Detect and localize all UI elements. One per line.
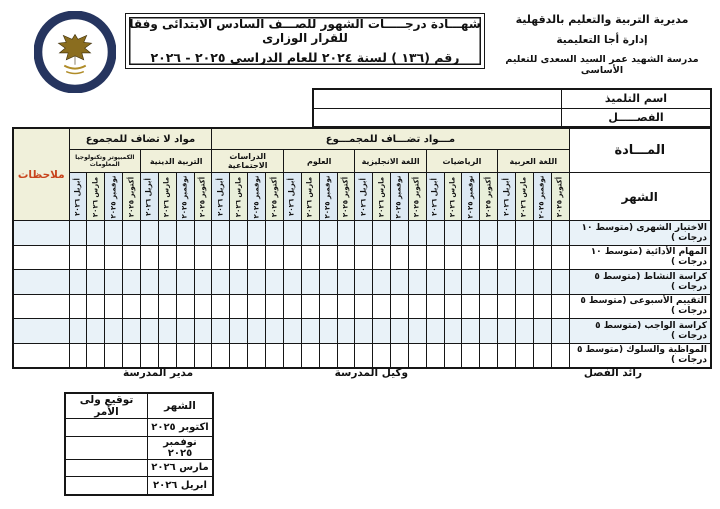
grade-cell xyxy=(373,245,391,270)
grade-cell xyxy=(212,270,230,295)
grade-cell xyxy=(515,343,533,368)
grade-cell xyxy=(140,221,158,246)
month-label: مارس ٢٠٢٦ xyxy=(448,176,457,217)
grade-cell xyxy=(230,221,248,246)
grade-cell xyxy=(140,319,158,344)
class-leader-signature-label: رائد الفصل xyxy=(583,367,642,379)
month-cell xyxy=(212,173,230,221)
month-label: أبريل ٢٠٢٦ xyxy=(216,177,225,216)
grade-cell xyxy=(212,221,230,246)
grade-cell xyxy=(373,221,391,246)
principal-signature-label: مدير المدرسة xyxy=(123,367,194,379)
grade-cell xyxy=(426,245,444,270)
grade-cell xyxy=(480,294,498,319)
grade-cell xyxy=(391,245,409,270)
month-cell xyxy=(480,173,498,221)
grade-row-label: الاختبار الشهرى (متوسط ١٠ درجات ) xyxy=(569,221,711,246)
month-cell xyxy=(87,173,105,221)
student-name-label: اسم التلميذ xyxy=(562,89,712,108)
month-cell xyxy=(140,173,158,221)
grade-cell xyxy=(301,343,319,368)
grade-cell xyxy=(248,221,266,246)
grade-cell xyxy=(158,319,176,344)
grade-cell xyxy=(355,294,373,319)
grade-cell xyxy=(87,294,105,319)
grade-cell xyxy=(337,245,355,270)
added-subjects-group-header: مـــواد تضـــاف للمجمـــوع xyxy=(212,128,569,150)
grade-cell xyxy=(123,245,141,270)
parent-signature-cell xyxy=(65,477,148,495)
grade-cell xyxy=(123,294,141,319)
grade-cell xyxy=(123,343,141,368)
grade-row-5 xyxy=(13,343,711,368)
grade-cell xyxy=(426,294,444,319)
month-cell xyxy=(444,173,462,221)
month-cell xyxy=(373,173,391,221)
parent-month-cell: نوفمبر ٢٠٢٥ xyxy=(148,436,214,459)
subject-header-1: الرياضيات xyxy=(426,150,497,173)
parent-month-cell: مارس ٢٠٢٦ xyxy=(148,459,214,477)
grade-cell xyxy=(533,294,551,319)
grade-cell xyxy=(176,319,194,344)
grade-cell xyxy=(426,319,444,344)
grade-cell xyxy=(69,221,87,246)
month-label: نوفمبر ٢٠٢٥ xyxy=(180,174,189,219)
grade-cell xyxy=(391,343,409,368)
grade-cell xyxy=(266,343,284,368)
subject-header-5: التربية الدينية xyxy=(140,150,211,173)
month-cell xyxy=(391,173,409,221)
month-label: أبريل ٢٠٢٦ xyxy=(502,177,511,216)
grade-cell xyxy=(373,343,391,368)
grade-cell xyxy=(444,270,462,295)
parent-month-row xyxy=(65,459,213,477)
grade-cell xyxy=(462,319,480,344)
month-cell xyxy=(266,173,284,221)
grade-cell xyxy=(408,294,426,319)
certificate-title-box xyxy=(125,13,485,69)
grade-row-1 xyxy=(13,245,711,270)
grade-cell xyxy=(301,270,319,295)
grade-cell xyxy=(194,221,212,246)
grade-row-label: كراسة الواجب (متوسط ٥ درجات ) xyxy=(569,319,711,344)
grade-cell xyxy=(266,294,284,319)
month-label: نوفمبر ٢٠٢٥ xyxy=(394,174,403,219)
student-name-row xyxy=(313,89,711,108)
grade-cell xyxy=(551,319,569,344)
month-cell xyxy=(194,173,212,221)
subject-header-0: اللغة العربية xyxy=(498,150,569,173)
month-cell xyxy=(515,173,533,221)
grade-cell xyxy=(230,294,248,319)
grade-cell xyxy=(551,294,569,319)
grade-cell xyxy=(105,343,123,368)
grade-cell xyxy=(13,221,69,246)
month-label: أبريل ٢٠٢٦ xyxy=(287,177,296,216)
grade-cell xyxy=(140,343,158,368)
month-cell xyxy=(355,173,373,221)
grade-cell xyxy=(158,294,176,319)
grade-row-0 xyxy=(13,221,711,246)
class-label: الفصـــــل xyxy=(562,108,712,127)
grade-cell xyxy=(212,319,230,344)
grade-cell xyxy=(69,294,87,319)
grade-cell xyxy=(480,270,498,295)
grade-cell xyxy=(426,343,444,368)
grade-row-4 xyxy=(13,319,711,344)
grade-cell xyxy=(248,319,266,344)
grade-cell xyxy=(69,270,87,295)
grade-cell xyxy=(426,221,444,246)
grade-cell xyxy=(69,343,87,368)
grade-cell xyxy=(212,294,230,319)
month-label: مارس ٢٠٢٦ xyxy=(305,176,314,217)
parent-signature-table xyxy=(64,392,214,496)
ministry-header-block xyxy=(488,13,716,76)
grade-cell xyxy=(551,245,569,270)
month-cell xyxy=(498,173,516,221)
grade-cell xyxy=(480,221,498,246)
grade-cell xyxy=(515,221,533,246)
grade-cell xyxy=(105,221,123,246)
grade-cell xyxy=(408,343,426,368)
grade-cell xyxy=(337,221,355,246)
certificate-title-line1: شهـــادة درجـــــات الشهور للصـــف السادس الابتدائى وفقا للقرار الوزارى xyxy=(129,17,481,45)
grade-cell xyxy=(140,294,158,319)
grade-cell xyxy=(355,270,373,295)
student-name-value xyxy=(313,89,562,108)
grade-cell xyxy=(105,294,123,319)
grade-cell xyxy=(266,221,284,246)
grade-cell xyxy=(87,245,105,270)
student-info-table xyxy=(312,88,712,128)
month-label: أكتوبر ٢٠٢٥ xyxy=(127,176,136,217)
notes-column-header: ملاحظات xyxy=(13,128,69,221)
grade-cell xyxy=(194,270,212,295)
grade-cell xyxy=(355,343,373,368)
month-label: أكتوبر ٢٠٢٥ xyxy=(484,176,493,217)
grade-cell xyxy=(480,343,498,368)
month-cell xyxy=(462,173,480,221)
parent-signature-cell xyxy=(65,419,148,437)
grade-cell xyxy=(373,270,391,295)
grade-cell xyxy=(319,319,337,344)
grade-cell xyxy=(319,245,337,270)
grade-cell xyxy=(301,245,319,270)
grade-cell xyxy=(13,270,69,295)
directorate-name: مديرية التربية والتعليم بالدقهلية xyxy=(515,13,689,26)
grade-cell xyxy=(69,319,87,344)
month-cell xyxy=(230,173,248,221)
grade-cell xyxy=(373,319,391,344)
parent-month-row xyxy=(65,419,213,437)
grade-cell xyxy=(230,245,248,270)
grade-cell xyxy=(408,319,426,344)
grade-cell xyxy=(498,270,516,295)
grade-cell xyxy=(551,343,569,368)
grade-cell xyxy=(13,294,69,319)
grade-cell xyxy=(212,343,230,368)
grade-table xyxy=(12,127,712,369)
grade-cell xyxy=(266,270,284,295)
grade-cell xyxy=(373,294,391,319)
grade-cell xyxy=(408,245,426,270)
grade-cell xyxy=(230,270,248,295)
grade-cell xyxy=(462,343,480,368)
grade-cell xyxy=(176,245,194,270)
class-value xyxy=(313,108,562,127)
grade-cell xyxy=(391,221,409,246)
grade-cell xyxy=(87,270,105,295)
grade-cell xyxy=(230,343,248,368)
grade-cell xyxy=(13,319,69,344)
grade-cell xyxy=(266,319,284,344)
month-label: نوفمبر ٢٠٢٥ xyxy=(537,174,546,219)
month-label: نوفمبر ٢٠٢٥ xyxy=(109,174,118,219)
grade-cell xyxy=(176,270,194,295)
grade-cell xyxy=(194,294,212,319)
month-label: أكتوبر ٢٠٢٥ xyxy=(198,176,207,217)
grade-cell xyxy=(533,319,551,344)
subject-header-3: العلوم xyxy=(284,150,355,173)
grade-cell xyxy=(462,221,480,246)
grade-cell xyxy=(284,319,302,344)
month-label: مارس ٢٠٢٦ xyxy=(162,176,171,217)
month-label: أكتوبر ٢٠٢٥ xyxy=(555,176,564,217)
subject-header-6: الكمبيوتر وتكنولوجيا المعلومات xyxy=(69,150,140,173)
parent-table-body xyxy=(65,419,213,495)
grade-cell xyxy=(123,221,141,246)
grade-cell xyxy=(498,343,516,368)
ministry-seal-logo xyxy=(34,11,116,93)
month-label: أبريل ٢٠٢٦ xyxy=(73,177,82,216)
administration-name: إدارة أجا التعليمية xyxy=(556,34,648,46)
grade-cell xyxy=(515,245,533,270)
parent-month-row xyxy=(65,477,213,495)
grade-cell xyxy=(515,270,533,295)
grade-cell xyxy=(176,221,194,246)
grade-cell xyxy=(355,319,373,344)
grade-row-label: المواظبة والسلوك (متوسط ٥ درجات ) xyxy=(569,343,711,368)
seal-ring-text xyxy=(34,11,37,13)
subject-column-header: المـــادة xyxy=(569,128,711,173)
grade-cell xyxy=(355,245,373,270)
grade-cell xyxy=(284,343,302,368)
grade-cell xyxy=(498,245,516,270)
grade-cell xyxy=(105,245,123,270)
month-cell xyxy=(158,173,176,221)
month-cell xyxy=(248,173,266,221)
grade-cell xyxy=(266,245,284,270)
grade-cell xyxy=(551,270,569,295)
grade-cell xyxy=(301,319,319,344)
svg-text:MINISTRY OF EDUCATION AND TECH xyxy=(34,11,37,13)
month-label: أبريل ٢٠٢٦ xyxy=(144,177,153,216)
grade-cell xyxy=(337,343,355,368)
parent-month-cell: ابريل ٢٠٢٦ xyxy=(148,477,214,495)
grade-cell xyxy=(248,270,266,295)
grade-cell xyxy=(498,319,516,344)
grade-cell xyxy=(194,245,212,270)
group-header-row xyxy=(13,128,711,150)
month-cell xyxy=(69,173,87,221)
grade-cell xyxy=(462,294,480,319)
grade-cell xyxy=(319,221,337,246)
month-cell xyxy=(337,173,355,221)
grade-cell xyxy=(87,319,105,344)
grade-cell xyxy=(337,294,355,319)
month-label: نوفمبر ٢٠٢٥ xyxy=(323,174,332,219)
month-cell xyxy=(105,173,123,221)
grade-cell xyxy=(140,270,158,295)
grade-cell xyxy=(176,294,194,319)
month-cell xyxy=(551,173,569,221)
class-row xyxy=(313,108,711,127)
month-cell xyxy=(176,173,194,221)
grade-cell xyxy=(462,245,480,270)
grade-cell xyxy=(176,343,194,368)
grade-cell xyxy=(426,270,444,295)
month-cell xyxy=(408,173,426,221)
month-cell xyxy=(426,173,444,221)
grade-cell xyxy=(515,319,533,344)
parent-signature-cell xyxy=(65,436,148,459)
grade-cell xyxy=(284,221,302,246)
grade-cell xyxy=(408,270,426,295)
grade-row-3 xyxy=(13,294,711,319)
month-header-row xyxy=(13,173,711,221)
grade-cell xyxy=(480,319,498,344)
grade-cell xyxy=(212,245,230,270)
grade-cell xyxy=(13,343,69,368)
grade-row-label: المهام الأدائية (متوسط ١٠ درجات ) xyxy=(569,245,711,270)
grade-cell xyxy=(444,245,462,270)
grade-cell xyxy=(123,319,141,344)
grade-cell xyxy=(248,245,266,270)
parent-month-row xyxy=(65,436,213,459)
grade-cell xyxy=(158,343,176,368)
grade-cell xyxy=(391,270,409,295)
month-label: مارس ٢٠٢٦ xyxy=(234,176,243,217)
grade-row-label: كراسة النشاط (متوسط ٥ درجات ) xyxy=(569,270,711,295)
grade-cell xyxy=(301,294,319,319)
grade-cell xyxy=(444,294,462,319)
month-row-header: الشهر xyxy=(569,173,711,221)
grade-cell xyxy=(498,294,516,319)
month-cell xyxy=(319,173,337,221)
grade-cell xyxy=(13,245,69,270)
month-label: مارس ٢٠٢٦ xyxy=(377,176,386,217)
grade-cell xyxy=(105,319,123,344)
grade-cell xyxy=(87,221,105,246)
grade-cell xyxy=(319,343,337,368)
month-label: نوفمبر ٢٠٢٥ xyxy=(252,174,261,219)
grade-cell xyxy=(515,294,533,319)
month-label: نوفمبر ٢٠٢٥ xyxy=(466,174,475,219)
ministry-seal-icon xyxy=(34,11,116,93)
month-label: أبريل ٢٠٢٦ xyxy=(430,177,439,216)
grade-cell xyxy=(408,221,426,246)
grade-cell xyxy=(533,270,551,295)
grade-cell xyxy=(533,343,551,368)
month-cell xyxy=(284,173,302,221)
grade-cell xyxy=(301,221,319,246)
school-name: مدرسة الشهيد عمر السيد السعدى للتعليم الأساسى xyxy=(505,54,699,76)
certificate-title-line2: رقم (١٣٦ ) لسنة ٢٠٢٤ للعام الدراسى ٢٠٢٥ - ٢٠٢٦ xyxy=(150,50,460,65)
parent-table-signature-header: توقيع ولى الأمر xyxy=(65,393,148,419)
grade-cell xyxy=(284,245,302,270)
parent-signature-cell xyxy=(65,459,148,477)
grade-cell xyxy=(69,245,87,270)
grade-cell xyxy=(337,319,355,344)
grade-cell xyxy=(391,294,409,319)
grade-cell xyxy=(284,294,302,319)
grade-cell xyxy=(319,270,337,295)
parent-month-cell: اكتوبر ٢٠٢٥ xyxy=(148,419,214,437)
parent-table-header-row xyxy=(65,393,213,419)
month-label: أبريل ٢٠٢٦ xyxy=(359,177,368,216)
grade-cell xyxy=(533,221,551,246)
grade-cell xyxy=(123,270,141,295)
month-label: مارس ٢٠٢٦ xyxy=(91,176,100,217)
grade-cell xyxy=(480,245,498,270)
deputy-signature-label: وكيل المدرسة xyxy=(334,367,408,379)
grade-cell xyxy=(158,245,176,270)
grade-row-2 xyxy=(13,270,711,295)
grade-cell xyxy=(444,343,462,368)
grade-cell xyxy=(498,221,516,246)
grade-cell xyxy=(194,343,212,368)
month-label: مارس ٢٠٢٦ xyxy=(519,176,528,217)
grade-cell xyxy=(248,343,266,368)
parent-table-month-header: الشهر xyxy=(148,393,214,419)
grade-cell xyxy=(158,270,176,295)
month-label: أكتوبر ٢٠٢٥ xyxy=(341,176,350,217)
month-label: أكتوبر ٢٠٢٥ xyxy=(412,176,421,217)
month-cell xyxy=(301,173,319,221)
grade-cell xyxy=(391,319,409,344)
grade-cell xyxy=(105,270,123,295)
grade-cell xyxy=(230,319,248,344)
grade-cell xyxy=(337,270,355,295)
grade-cell xyxy=(87,343,105,368)
grade-cell xyxy=(158,221,176,246)
grade-cell xyxy=(248,294,266,319)
month-cell xyxy=(123,173,141,221)
grade-cell xyxy=(284,270,302,295)
grade-cell xyxy=(551,221,569,246)
grade-cell xyxy=(355,221,373,246)
not-added-subjects-group-header: مواد لا تضاف للمجموع xyxy=(69,128,212,150)
grade-cell xyxy=(462,270,480,295)
subject-header-4: الدراسات الاجتماعية xyxy=(212,150,284,173)
month-label: أكتوبر ٢٠٢٥ xyxy=(270,176,279,217)
grade-cell xyxy=(444,319,462,344)
grade-cell xyxy=(533,245,551,270)
month-cell xyxy=(533,173,551,221)
subject-header-2: اللغة الانجليزية xyxy=(355,150,426,173)
grade-cell xyxy=(319,294,337,319)
grade-row-label: التقييم الأسبوعى (متوسط ٥ درجات ) xyxy=(569,294,711,319)
grade-cell xyxy=(140,245,158,270)
grade-cell xyxy=(444,221,462,246)
grade-cell xyxy=(194,319,212,344)
